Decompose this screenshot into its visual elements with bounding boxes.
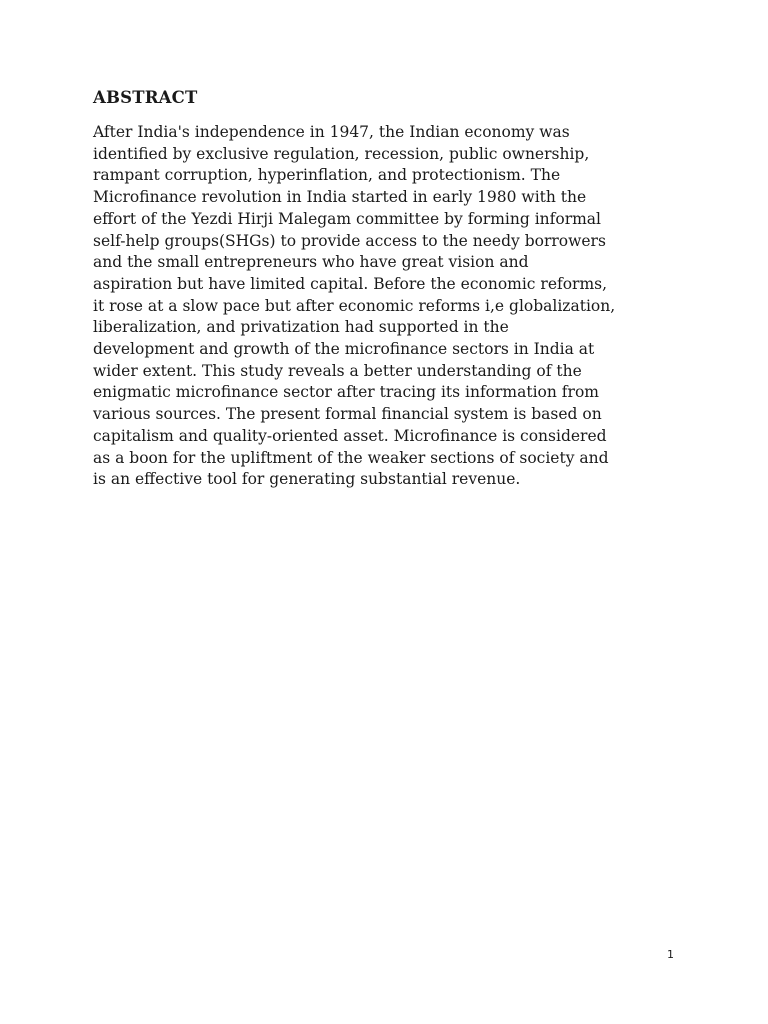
abstract-line: enigmatic microfinance sector after tracing its information from (93, 383, 599, 402)
abstract-line: and the small entrepreneurs who have great vision and (93, 253, 529, 272)
abstract-line: wider extent. This study reveals a better understanding of the (93, 361, 582, 380)
abstract-heading: ABSTRACT (93, 88, 198, 107)
abstract-line: liberalization, and privatization had supported in the (93, 318, 509, 337)
abstract-line: development and growth of the microfinance sectors in India at (93, 340, 595, 359)
abstract-line: self-help groups(SHGs) to provide access to the needy borrowers (93, 231, 606, 250)
abstract-line: various sources. The present formal financial system is based on (93, 405, 602, 424)
abstract-line: identified by exclusive regulation, recession, public ownership, (93, 144, 590, 163)
abstract-line: is an effective tool for generating substantial revenue. (93, 470, 521, 489)
abstract-line: effort of the Yezdi Hirji Malegam committee by forming informal (93, 209, 602, 228)
abstract-line: as a boon for the upliftment of the weaker sections of society and (93, 448, 609, 467)
abstract-line: rampant corruption, hyperinflation, and protectionism. The (93, 166, 561, 185)
abstract-paragraph (93, 122, 713, 491)
page-number: 1 (667, 948, 674, 961)
abstract-line: capitalism and quality-oriented asset. Microfinance is considered (93, 426, 607, 445)
abstract-line: After India's independence in 1947, the Indian economy was (93, 123, 570, 141)
abstract-line: it rose at a slow pace but after economic reforms i,e globalization, (93, 296, 616, 315)
abstract-line: aspiration but have limited capital. Before the economic reforms, (93, 274, 608, 293)
abstract-line: Microfinance revolution in India started in early 1980 with the (93, 188, 587, 207)
